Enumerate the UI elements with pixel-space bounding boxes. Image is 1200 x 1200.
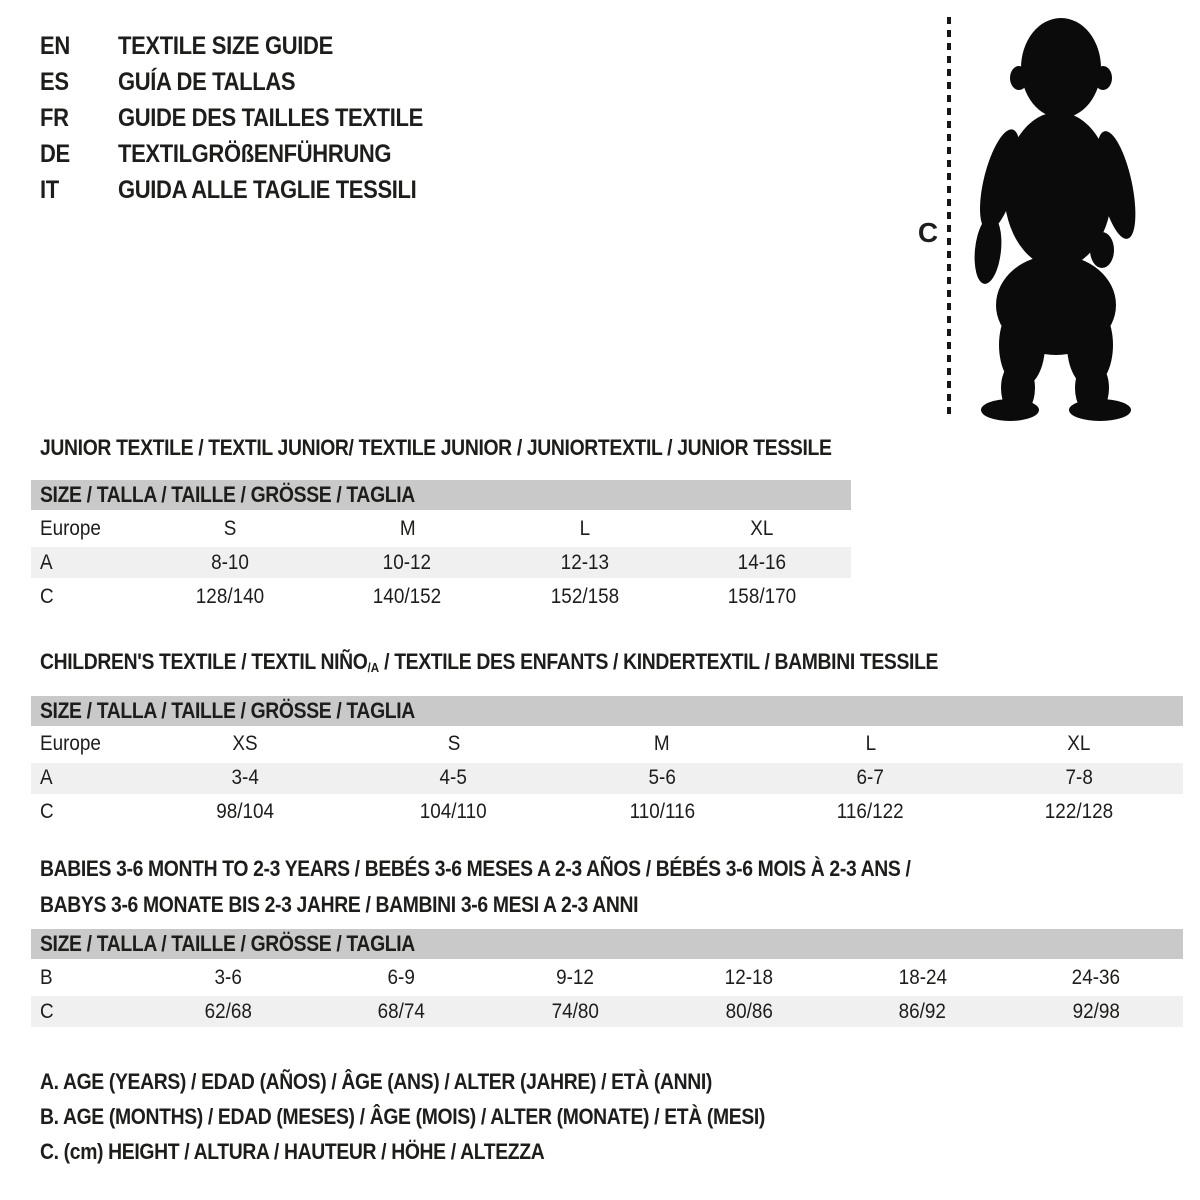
size-value-cell: 104/110 xyxy=(420,800,488,824)
size-value-cell: 6-7 xyxy=(856,766,885,790)
table-size-header xyxy=(31,480,851,510)
lang-code: IT xyxy=(40,175,59,204)
table-title-line: BABYS 3-6 MONATE BIS 2-3 JAHRE / BAMBINI 3-6 MESI A 2-3 ANNI xyxy=(40,892,639,917)
table-title-line: CHILDREN'S TEXTILE / TEXTIL $NIÑO_{/A}$ / TEXTILE DES ENFANTS / KINDERTEXTIL / BAMBINI TESSILE xyxy=(40,649,939,675)
size-value-cell: 4-5 xyxy=(439,766,468,790)
table-title-line: BABIES 3-6 MONTH TO 2-3 YEARS / BEBÉS 3-6 MESES A 2-3 AÑOS / BÉBÉS 3-6 MOIS À 2-3 ANS / xyxy=(40,856,911,881)
height-dashed-line xyxy=(947,17,951,418)
size-value-cell: 140/152 xyxy=(373,584,442,608)
row-label: B xyxy=(40,965,53,989)
row-label: C xyxy=(40,584,54,608)
size-value-cell: 152/158 xyxy=(550,584,619,608)
size-value-cell: M xyxy=(654,732,670,756)
babies-size-table xyxy=(31,851,1183,1027)
legend-line-b-text: B. AGE (MONTHS) / EDAD (MESES) / ÂGE (MOIS) / ALTER (MONATE) / ETÀ (MESI) xyxy=(40,1103,766,1129)
row-label: A xyxy=(40,550,53,574)
size-value-cell: 98/104 xyxy=(216,800,275,824)
size-value-cell: 74/80 xyxy=(551,999,599,1023)
table-size-header xyxy=(31,696,1183,726)
table-row-b xyxy=(31,962,1183,993)
table-row-europe xyxy=(31,729,1183,760)
table-row-c xyxy=(31,996,1183,1027)
size-value-cell: 10-12 xyxy=(383,550,432,574)
legend-line-c xyxy=(40,1134,864,1169)
size-value-cell: 6-9 xyxy=(387,965,416,989)
lang-label: TEXTILGRÖßENFÜHRUNG xyxy=(118,139,392,168)
table-title xyxy=(31,430,851,466)
height-marker-label: C xyxy=(917,217,939,248)
lang-label: GUÍA DE TALLAS xyxy=(118,67,296,96)
size-value-cell: 3-6 xyxy=(214,965,242,989)
size-value-cell: 18-24 xyxy=(898,965,947,989)
table-title-line: JUNIOR TEXTILE / TEXTIL JUNIOR/ TEXTILE JUNIOR / JUNIORTEXTIL / JUNIOR TESSILE xyxy=(40,435,832,460)
table-size-header xyxy=(31,929,1183,959)
lang-label: GUIDA ALLE TAGLIE TESSILI xyxy=(118,175,417,204)
junior-size-table xyxy=(31,430,851,612)
table-row-a xyxy=(31,547,851,578)
size-value-cell: L xyxy=(865,732,876,756)
size-value-cell: 122/128 xyxy=(1044,800,1113,824)
table-rows xyxy=(31,729,1183,828)
legend-line-a xyxy=(40,1064,864,1099)
size-value-cell: 62/68 xyxy=(204,999,252,1023)
size-value-cell: L xyxy=(579,516,591,540)
row-label: Europe xyxy=(40,516,101,540)
size-value-cell: S xyxy=(223,516,237,540)
size-value-cell: 110/116 xyxy=(629,800,695,824)
size-value-cell: 128/140 xyxy=(195,584,264,608)
table-rows xyxy=(31,513,851,612)
legend-line-b xyxy=(40,1099,864,1134)
lang-code: ES xyxy=(40,67,69,96)
lang-code: FR xyxy=(40,103,69,132)
lang-code: EN xyxy=(40,31,70,60)
row-label: C xyxy=(40,999,54,1023)
size-value-cell: S xyxy=(447,732,460,756)
table-title xyxy=(31,644,1183,686)
size-value-cell: 92/98 xyxy=(1072,999,1120,1023)
children-size-table xyxy=(31,644,1183,828)
size-value-cell: M xyxy=(399,516,416,540)
table-row-a xyxy=(31,763,1183,794)
table-size-header-text: SIZE / TALLA / TAILLE / GRÖSSE / TAGLIA xyxy=(40,931,415,956)
lang-label: GUIDE DES TAILLES TEXTILE xyxy=(118,103,423,132)
size-value-cell: XL xyxy=(750,516,774,540)
table-size-header-text: SIZE / TALLA / TAILLE / GRÖSSE / TAGLIA xyxy=(40,697,415,723)
size-value-cell: XS xyxy=(232,732,258,756)
size-value-cell: 8-10 xyxy=(210,550,249,574)
size-value-cell: 68/74 xyxy=(377,999,426,1023)
table-row-c xyxy=(31,581,851,612)
size-value-cell: 158/170 xyxy=(728,584,797,608)
row-label: Europe xyxy=(40,732,101,756)
size-value-cell: 3-4 xyxy=(231,766,259,790)
lang-label: TEXTILE SIZE GUIDE xyxy=(118,31,333,60)
table-row-europe xyxy=(31,513,851,544)
toddler-silhouette-icon xyxy=(966,10,1150,422)
size-value-cell: 12-18 xyxy=(724,965,774,989)
size-value-cell: 116/122 xyxy=(836,800,904,824)
legend-line-c-text: C. (cm) HEIGHT / ALTURA / HAUTEUR / HÖHE / ALTEZZA xyxy=(40,1138,545,1164)
toddler-height-figure xyxy=(0,0,1200,430)
size-value-cell: 24-36 xyxy=(1071,965,1121,989)
lang-code: DE xyxy=(40,139,70,168)
row-label: C xyxy=(40,800,54,824)
row-label: A xyxy=(40,766,53,790)
size-value-cell: 80/86 xyxy=(725,999,773,1023)
table-size-header-text: SIZE / TALLA / TAILLE / GRÖSSE / TAGLIA xyxy=(40,482,415,507)
table-row-c xyxy=(31,797,1183,828)
size-value-cell: 9-12 xyxy=(556,965,595,989)
size-value-cell: 86/92 xyxy=(898,999,947,1023)
size-value-cell: XL xyxy=(1067,732,1091,756)
size-value-cell: 12-13 xyxy=(560,550,609,574)
legend-line-a-text: A. AGE (YEARS) / EDAD (AÑOS) / ÂGE (ANS) / ALTER (JAHRE) / ETÀ (ANNI) xyxy=(40,1068,712,1094)
table-title xyxy=(31,851,1183,923)
size-value-cell: 14-16 xyxy=(738,550,787,574)
size-value-cell: 5-6 xyxy=(648,766,676,790)
table-rows xyxy=(31,962,1183,1027)
size-value-cell: 7-8 xyxy=(1065,766,1093,790)
measurement-legend xyxy=(40,1064,864,1169)
